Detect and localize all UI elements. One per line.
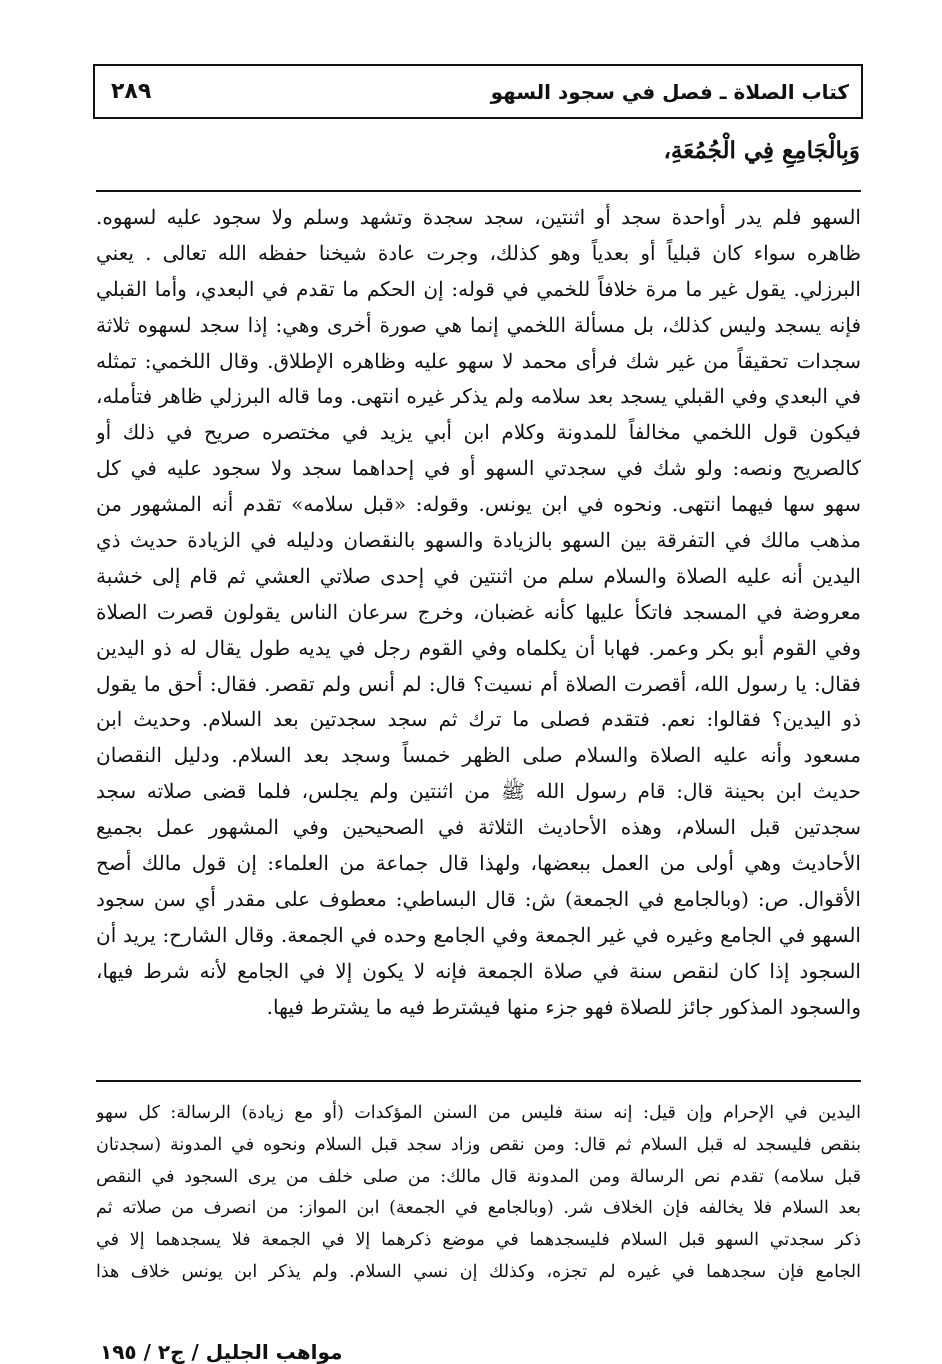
commentary-line: السهو فلم يدر أواحدة سجد أو اثنتين، سجد سجدة وتشهد وسلم ولا سجود عليه لسهوه. <box>96 205 861 229</box>
footnote-line: اليدين في الإحرام وإن قيل: إنه سنة فليس من السنن المؤكدات (أو مع زيادة) الرسالة: كل سهو <box>96 1103 861 1123</box>
source-reference: مواهب الجليل / ج٢ / ١٩٥ <box>100 1340 343 1364</box>
page-number: ٢٨٩ <box>111 79 152 104</box>
running-header <box>93 64 863 119</box>
commentary-line: اليدين أنه عليه الصلاة والسلام سلم من اثنتين في إحدى صلاتي العشي ثم قام إلى خشبة <box>96 563 861 588</box>
commentary-line: سهو سها فيهما انتهى. ونحوه في ابن يونس. وقوله: «قبل سلامه» تقدم أنه المشهور من <box>96 492 861 517</box>
commentary-line: سجدتين قبل السلام، وهذه الأحاديث الثلاثة في الصحيحين وفي المشهور عمل بجميع <box>96 815 861 840</box>
commentary-line: ذو اليدين؟ فقالوا: نعم. فتقدم فصلى ما ترك ثم سجد سجدتين بعد السلام. وحديث ابن <box>96 707 861 732</box>
commentary-line: الأقوال. ص: (وبالجامع في الجمعة) ش: قال البساطي: معطوف على مقدر أي سن سجود <box>96 886 861 911</box>
footnote-line: بعد السلام فلا يخالفه فإن الخلاف شر. (وبالجامع في الجمعة) ابن المواز: من انصرف من صلاته ثم <box>96 1198 861 1219</box>
commentary-line: السهو في الجامع وغيره في غير الجمعة وفي الجامع وحده في الجمعة. وقال الشارح: يريد أن <box>96 922 861 947</box>
commentary-line: فيكون قول اللخمي مخالفاً للمدونة وكلام ابن أبي يزيد في مختصره صريح في ذلك أو <box>96 420 861 445</box>
commentary-line: حديث ابن بحينة قال: قام رسول الله ﷺ من اثنتين ولم يجلس، فلما قضى صلاته سجد <box>96 779 861 804</box>
footnote-line: ذكر سجدتي السهو قبل السلام فليسجدهما في موضع ذكرهما إلا في الجمعة فلا يسجدهما إلا في <box>96 1230 861 1251</box>
commentary-body <box>96 200 861 1025</box>
commentary-line: السجود إذا كان لنقص سنة في صلاة الجمعة فإنه لا يكون إلا في الجامع لأنه شرط فيها، <box>96 958 861 983</box>
commentary-line: فقال: يا رسول الله، أقصرت الصلاة أم نسيت؟ قال: لم أنس ولم تقصر. فقال: أحق ما يقول <box>96 671 861 696</box>
footnote-divider <box>96 1080 861 1082</box>
footnote-line: بنقص فليسجد له قبل السلام ثم قال: ومن نقص وزاد سجد قبل السلام ونحوه في المدونة (سجدتان <box>96 1134 861 1155</box>
footnote-section <box>96 1098 861 1289</box>
commentary-line: فإنه يسجد وليس كذلك، بل مسألة اللخمي إنما هي صورة أخرى وهي: إذا سجد لسهوه ثلاثة <box>96 312 861 337</box>
footnote-line: الجامع فإن سجدهما في غيره لم تجزه، وكذلك إن نسي السلام. ولم يذكر ابن يونس خلاف هذا <box>96 1261 861 1282</box>
commentary-line: والسجود المذكور جائز للصلاة فهو جزء منها فيشترط فيه ما يشترط فيها. <box>266 994 861 1019</box>
commentary-line: مسعود وأنه عليه الصلاة والسلام صلى الظهر خمساً وسجد بعد السلام. ودليل النقصان <box>96 743 861 768</box>
commentary-line: ظاهره سواء كان قبلياً أو بعدياً وهو كذلك، وجرت عادة شيخنا حفظه الله تعالى . يعني <box>96 240 861 265</box>
commentary-line: كالصريح ونصه: ولو شك في سجدتي السهو أو في إحداهما سجد ولا سجود عليه في كل <box>96 456 861 481</box>
commentary-line: معروضة في المسجد فاتكأ عليها كأنه غضبان، وخرج سرعان الناس يقولون قصرت الصلاة <box>96 599 861 624</box>
commentary-line: وفي القوم أبو بكر وعمر. فهابا أن يكلماه وفي القوم رجل في يديه طول يقال له ذو اليدين <box>96 635 861 660</box>
commentary-line: الأحاديث وهي أولى من العمل ببعضها، ولهذا قال جماعة من العلماء: إن قول مالك أصح <box>96 851 861 876</box>
commentary-line: مذهب مالك في التفرقة بين السهو بالزيادة والسهو بالنقصان ودليله في الزيادة حديث ذي <box>96 528 861 553</box>
top-divider <box>96 190 861 192</box>
commentary-line: البرزلي. يقول غير ما مرة خلافاً للخمي في قوله: إن الحكم ما تقدم في البعدي، وأما القبلي <box>96 276 861 301</box>
commentary-line: سجدات تحقيقاً من غير شك فرأى محمد لا سهو عليه وظاهره الإطلاق. وقال اللخمي: تمثله <box>96 348 861 373</box>
header-title: كتاب الصلاة ـ فصل في سجود السهو <box>490 79 849 104</box>
matn-text: وَبِالْجَامِعِ فِي الْجُمُعَةِ، <box>663 137 860 164</box>
commentary-line: في البعدي وفي القبلي يسجد بعد سلامه ولم يذكر غيره انتهى. وما قاله البرزلي ظاهر فتأمله، <box>96 384 861 409</box>
footnote-line: قبل سلامه) تقدم نص الرسالة ومن المدونة قال مالك: من صلى خلف من يرى السجود في النقص <box>96 1166 861 1187</box>
